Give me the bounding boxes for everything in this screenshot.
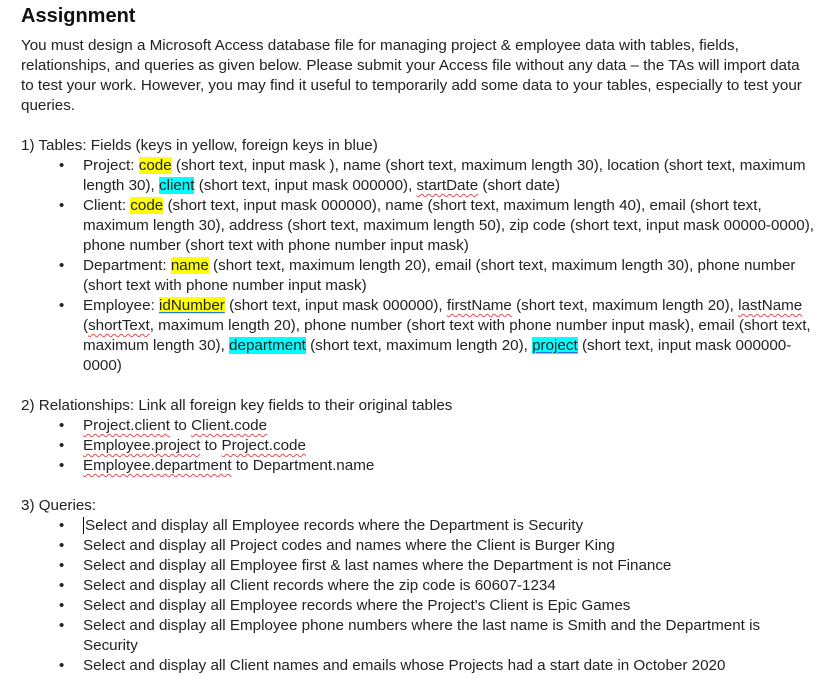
query-text: Select and display all Project codes and names where the Client is Burger King [83,537,615,554]
project-fields-2: (short text, input mask 000000), [198,177,413,194]
query-text: Select and display all Client records where the zip code is 60607-1234 [83,577,556,594]
employee-shorttext-word: shortText [88,317,150,334]
table-employee [83,296,818,376]
query-item [83,596,818,616]
query-item [83,536,818,556]
employee-project-fk-field: project [532,337,578,354]
query-text: Select and display all Employee phone numbers where the last name is Smith and the Department is Security [83,617,761,654]
relationship-to-word: to [235,457,249,474]
tables-heading: 1) Tables: Fields (keys in yellow, foreign keys in blue) [21,137,378,154]
page-title: Assignment [21,5,136,27]
project-startdate-field: startDate [416,177,479,194]
table-department [83,256,818,296]
query-text: Select and display all Employee first & last names where the Department is not Finance [83,557,672,574]
relationship-target: Department.name [252,457,375,474]
query-item [83,576,818,596]
project-fields-3: (short date) [482,177,561,194]
relationship-to-word: to [174,417,187,434]
client-fields: (short text, input mask 000000), name (short text, maximum length 40), email (short text, maximum length 30), address (short text, maximum length 50), zip code (short text, input mask 00000-0000), phone number (short text with phone number input mask) [83,197,815,254]
intro-paragraph: You must design a Microsoft Access database file for managing project & employee data with tables, fields, relationships, and queries as given below. Please submit your Access file without any data – the TAs will import data to test your work. However, you may find it useful to temporarily add some data to your tables, especially to test your queries. [21,37,802,114]
relationship-item [83,436,818,456]
relationship-target: Project.code [221,437,306,454]
project-client-fk-field: client [159,177,195,194]
employee-fields-1: (short text, input mask 000000), [229,297,443,314]
table-project [83,156,818,196]
employee-fields-2: (short text, maximum length 20), [516,297,734,314]
relationship-to-word: to [204,437,218,454]
project-fields-1: (short text, input mask ), name (short text, maximum length 30), location (short text, maximum length 30), [83,157,806,194]
queries-section [21,496,833,676]
employee-key-field: idNumber [159,297,225,314]
employee-fields-5: (short text, maximum length 20), [310,337,528,354]
query-item [83,516,818,536]
employee-department-fk-field: department [229,337,306,354]
relationship-item [83,416,818,436]
client-key-field: code [130,197,164,214]
client-label: Client: [83,197,127,214]
department-fields: (short text, maximum length 20), email (short text, maximum length 30), phone number (short text with phone number input mask) [83,257,796,294]
queries-heading: 3) Queries: [21,497,97,514]
tables-section [21,136,833,376]
relationships-section [21,396,833,476]
relationships-heading: 2) Relationships: Link all foreign key fields to their original tables [21,397,453,414]
relationship-from: Project.client [83,417,170,434]
query-item [83,656,818,676]
employee-fields-3: ( [83,317,89,334]
relationship-from: Employee.department [83,457,232,474]
tables-list [21,156,833,376]
text-cursor [83,517,84,534]
query-item [83,556,818,576]
project-label: Project: [83,157,135,174]
employee-label: Employee: [83,297,155,314]
department-label: Department: [83,257,167,274]
query-text: Select and display all Employee records where the Project's Client is Epic Games [83,597,631,614]
relationship-from: Employee.project [83,437,201,454]
table-client [83,196,818,256]
query-item [83,616,818,656]
query-text: Select and display all Client names and emails whose Projects had a start date in October 2020 [83,657,726,674]
employee-fields-6: (short text, input mask 000000-0000) [83,337,792,374]
relationship-target: Client.code [191,417,268,434]
relationships-list [21,416,833,476]
employee-fields-4: , maximum length 20), phone number (short text with phone number input mask), email (short text, maximum length 30), [83,317,811,354]
relationship-item [83,456,818,476]
department-key-field: name [170,257,209,274]
queries-list [21,516,833,676]
query-text: Select and display all Employee records where the Department is Security [85,517,584,534]
employee-firstname-field: firstName [446,297,512,314]
project-key-field: code [138,157,172,174]
employee-lastname-field: lastName [738,297,803,314]
